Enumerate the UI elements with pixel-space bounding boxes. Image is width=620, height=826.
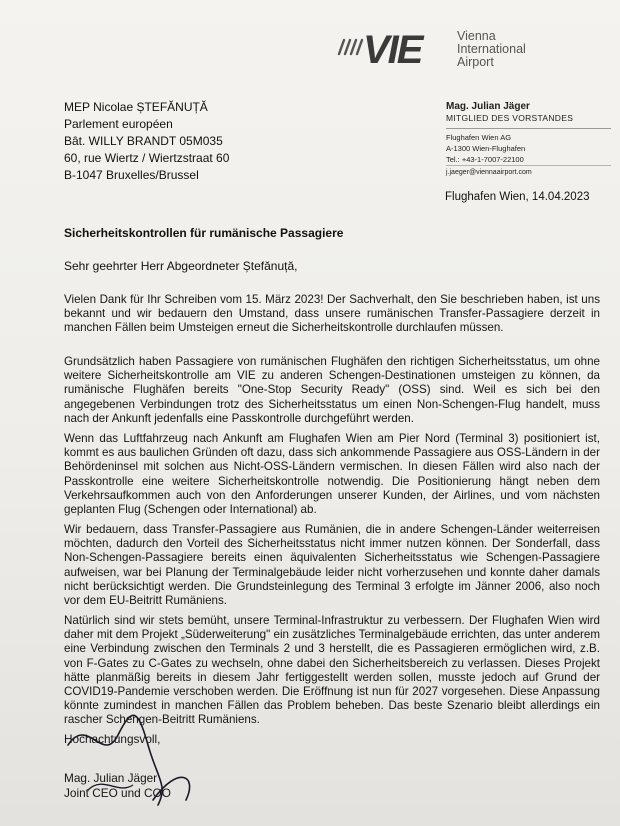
letter-closing: Hochachtungsvoll, (64, 732, 161, 746)
recipient-line: Parlement européen (64, 117, 173, 131)
logo-line: Vienna (457, 29, 496, 43)
signatory-name: Mag. Julian Jäger (64, 771, 158, 785)
logo-stripes-icon (335, 32, 365, 62)
sender-block (446, 100, 611, 178)
logo-wordmark (457, 30, 526, 69)
body-paragraph: Vielen Dank für Ihr Schreiben vom 15. März 2023! Der Sachverhalt, den Sie beschrieben haben, ist uns bekannt und wir bedauern den Umstand, dass unsere rumänischen Transfer-Passagiere derzeit in manchen Fällen beim Umsteigen erneut die Sicherheitskontrolle durchlaufen müssen. (64, 293, 600, 335)
body-paragraph: Wenn das Luftfahrzeug nach Ankunft am Flughafen Wien am Pier Nord (Terminal 3) positioniert ist, kommt es aus baulichen Gründen oft dazu, dass sich ankommende Passagiere aus OSS-Ländern in der Behördeninsel mit solchen aus Nicht-OSS-Ländern vermischen. In diesen Fällen wird also nach der Passkontrolle eine weitere Sicherheitskontrolle notwendig. Die Positionierung hängt neben dem Verkehrsaufkommen auch von den Anforderungen unserer Kunden, der Airlines, und vom nächsten geplanten Flug (Schengen oder International) ab. (64, 432, 600, 517)
body-paragraph: Natürlich sind wir stets bemüht, unsere Terminal-Infrastruktur zu verbessern. Der Flughafen Wien wird daher mit dem Projekt „Süderweiterung" ein zusätzliches Terminalgebäude errichten, das unter anderem eine Verbindung zwischen den Terminals 2 und 3 herstellt, die es Passagieren ermöglichen wird, z.B. von F-Gates zu C-Gates zu wechseln, ohne dabei den Sicherheitsbereich zu verlassen. Dieses Projekt hätte planmäßig bereits in diesem Jahr fertiggestellt werden sollen, musste jedoch auf Grund der COVID19-Pandemie verschoben werden. Die Eröffnung ist nun für 2027 vorgesehen. Diese Anpassung könnte zumindest in manchen Fällen das Problem beheben. Das beste Szenario bleibt allerdings ein rascher Schengen-Beitritt Rumäniens. (64, 614, 600, 727)
recipient-line: B-1047 Bruxelles/Brussel (64, 168, 199, 182)
recipient-line: MEP Nicolae ȘTEFĂNUȚĂ (64, 100, 208, 114)
recipient-line: 60, rue Wiertz / Wiertzstraat 60 (64, 151, 230, 165)
letter-subject: Sicherheitskontrollen für rumänische Passagiere (64, 226, 344, 240)
sender-org-line: Flughafen Wien AG (446, 133, 512, 142)
letter-date: Flughafen Wien, 14.04.2023 (445, 191, 590, 203)
sender-email: j.jaeger@viennaairport.com (446, 169, 532, 176)
recipient-address (64, 99, 229, 184)
body-paragraph: Grundsätzlich haben Passagiere von rumänischen Flughäfen den richtigen Sicherheitsstatus, um ohne weitere Sicherheitskontrolle am VIE zu anderen Schengen-Destinationen umsteigen zu können, da rumänische Flughäfen bereits "One-Stop Security Ready" (OSS) sind. Weil es sich bei den angegebenen Verbindungen trotz des Sicherheitsstatus um einen Non-Schengen-Flug handelt, muss nach der Ankunft jedenfalls eine Passkontrolle durchgeführt werden. (64, 355, 600, 425)
body-paragraph: Wir bedauern, dass Transfer-Passagiere aus Rumänien, die in andere Schengen-Länder weiterreisen möchten, dadurch den Vorteil des Sicherheitsstatus nicht immer nutzen können. Der Sonderfall, dass Non-Schengen-Passagiere bereits einen äquivalenten Sicherheitsstatus wie Schengen-Passagiere aufweisen, war bei Planung der Terminalgebäude leider nicht vorherzusehen und konnte daher damals nicht berücksichtigt werden. Die Grundsteinlegung des Terminal 3 erfolgte im Jänner 2006, also noch vor dem EU-Beitritt Rumäniens. (64, 523, 600, 608)
signatory-block (64, 771, 171, 801)
sender-org-line: Tel.: +43-1-7007-22100 (446, 155, 524, 164)
sender-org-line: A-1300 Wien-Flughafen (446, 144, 526, 153)
sender-org (446, 129, 611, 166)
letter-salutation: Sehr geehrter Herr Abgeordneter Ștefănuță, (64, 259, 298, 273)
sender-name: Mag. Julian Jäger (446, 101, 530, 112)
logo-line: International (457, 42, 526, 56)
logo-mark: VIE (363, 28, 422, 72)
signatory-title: Joint CEO und COO (64, 786, 171, 800)
vie-logo (335, 26, 595, 76)
logo-line: Airport (457, 55, 494, 69)
recipient-line: Bât. WILLY BRANDT 05M035 (64, 134, 223, 148)
sender-role: MITGLIED DES VORSTANDES (446, 113, 611, 129)
